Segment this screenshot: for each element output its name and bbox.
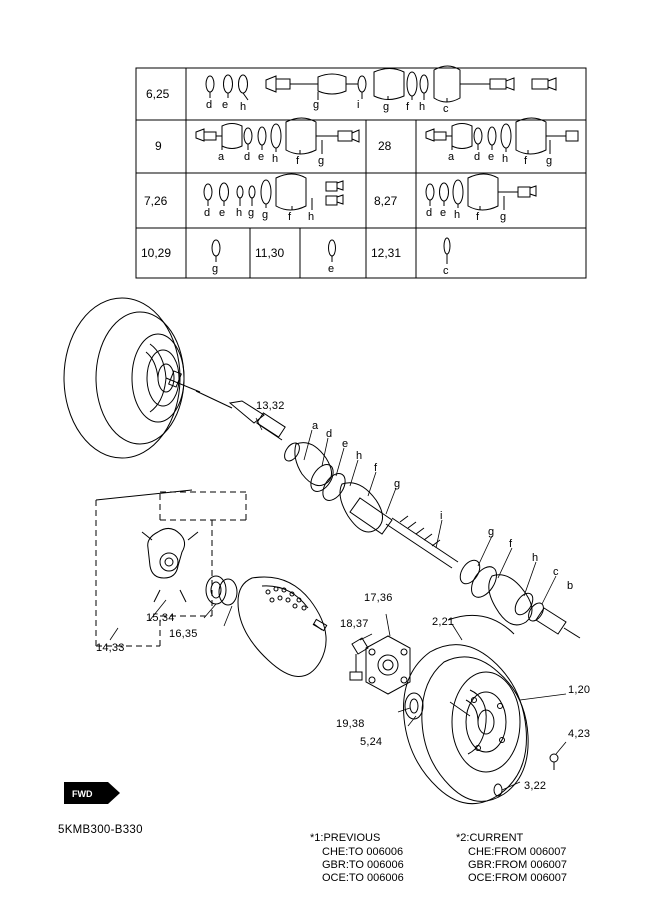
callout-18-37: 18,37 bbox=[340, 618, 369, 630]
front-wheel-right bbox=[404, 615, 558, 803]
table-row2-right-assembly bbox=[426, 118, 578, 154]
sub-label: f bbox=[288, 211, 292, 223]
footnote-previous-title: *1:PREVIOUS bbox=[310, 832, 381, 844]
table-row3-right-assembly bbox=[426, 174, 536, 210]
sub-label: i bbox=[357, 99, 360, 111]
footnote-current-line-2: GBR:FROM 006007 bbox=[468, 859, 568, 871]
callout-13-32: 13,32 bbox=[256, 400, 285, 412]
callout-2-21: 2,21 bbox=[432, 616, 455, 628]
footnote-previous-line-1: CHE:TO 006006 bbox=[322, 846, 404, 858]
table-row3-left-assembly bbox=[204, 174, 343, 210]
sub-label: g bbox=[262, 209, 269, 221]
table-cell-id-7-26: 7,26 bbox=[144, 194, 168, 208]
sub-label: e bbox=[258, 151, 265, 163]
footnote-current-line-1: CHE:FROM 006007 bbox=[468, 846, 567, 858]
sub-label: f bbox=[296, 155, 300, 167]
sub-label: c bbox=[443, 103, 449, 115]
sub-label: h bbox=[272, 153, 279, 165]
sub-label: g bbox=[318, 155, 325, 167]
footnote-current-title: *2:CURRENT bbox=[456, 832, 524, 844]
callout-19-38: 19,38 bbox=[336, 718, 365, 730]
table-cell-id-11-30: 11,30 bbox=[255, 246, 285, 260]
table-cell-id-10-29: 10,29 bbox=[141, 246, 172, 260]
table-cell-id-6-25: 6,25 bbox=[146, 87, 170, 101]
sub-label: g bbox=[383, 101, 390, 113]
sub-label: c bbox=[443, 265, 449, 277]
sub-label: e bbox=[219, 207, 226, 219]
callout-16-35: 16,35 bbox=[169, 628, 198, 640]
sub-label: a bbox=[448, 151, 455, 163]
sub-label: g bbox=[313, 99, 320, 111]
parts-table-grid bbox=[136, 68, 586, 278]
sub-label: a bbox=[218, 151, 225, 163]
sub-label: f bbox=[476, 211, 480, 223]
table-row1-assembly bbox=[206, 66, 556, 102]
sub-label: e bbox=[328, 263, 335, 275]
shaft-letter-f: f bbox=[374, 462, 378, 474]
shaft-letter-f2: f bbox=[509, 538, 513, 550]
callout-3-22: 3,22 bbox=[524, 780, 547, 792]
front-wheel-left bbox=[64, 298, 200, 458]
callout-14-33: 14,33 bbox=[96, 642, 125, 654]
table-cell-id-9: 9 bbox=[155, 139, 162, 153]
table-cell-id-8-27: 8,27 bbox=[374, 194, 398, 208]
sub-label: d bbox=[204, 207, 211, 219]
sub-label: h bbox=[419, 101, 426, 113]
sub-label: d bbox=[474, 151, 481, 163]
callout-4-23: 4,23 bbox=[568, 728, 591, 740]
sub-label: e bbox=[222, 99, 229, 111]
part-number: 5KMB300-B330 bbox=[58, 824, 143, 836]
fwd-label: FWD bbox=[72, 789, 93, 799]
sub-label: d bbox=[244, 151, 251, 163]
callout-5-24: 5,24 bbox=[360, 736, 383, 748]
sub-label: h bbox=[454, 209, 461, 221]
sub-label: g bbox=[500, 211, 507, 223]
sub-label: h bbox=[236, 207, 243, 219]
table-row4-items bbox=[212, 238, 450, 264]
sub-label: g bbox=[212, 263, 219, 275]
sub-label: d bbox=[426, 207, 433, 219]
table-row2-left-assembly bbox=[196, 118, 359, 154]
sub-label: f bbox=[406, 101, 410, 113]
shaft-letter-h: h bbox=[356, 450, 363, 462]
callout-15-34: 15,34 bbox=[146, 612, 175, 624]
table-cell-id-12-31: 12,31 bbox=[371, 246, 402, 260]
sub-label: f bbox=[524, 155, 528, 167]
sub-label: g bbox=[248, 207, 255, 219]
sub-label: e bbox=[488, 151, 495, 163]
shaft-letter-a: a bbox=[312, 420, 319, 432]
shaft-letter-d: d bbox=[326, 428, 333, 440]
footnote-previous-line-2: GBR:TO 006006 bbox=[322, 859, 404, 871]
sub-label: e bbox=[440, 207, 447, 219]
shaft-letter-g2: g bbox=[488, 526, 495, 538]
shaft-letter-h2: h bbox=[532, 552, 539, 564]
table-cell-id-28: 28 bbox=[378, 139, 392, 153]
shaft-letter-g: g bbox=[394, 478, 401, 490]
hub-bracket-assembly bbox=[350, 636, 423, 719]
footnote-previous-line-3: OCE:TO 006006 bbox=[322, 872, 404, 884]
shaft-letter-b: b bbox=[567, 580, 574, 592]
sub-label: h bbox=[240, 101, 247, 113]
footnote-current-line-3: OCE:FROM 006007 bbox=[468, 872, 568, 884]
brake-disc bbox=[238, 577, 327, 677]
sub-label: d bbox=[206, 99, 213, 111]
sub-label: h bbox=[502, 153, 509, 165]
callout-17-36: 17,36 bbox=[364, 592, 393, 604]
shaft-letter-c: c bbox=[553, 566, 559, 578]
shaft-letter-i: i bbox=[440, 510, 443, 522]
sub-label: g bbox=[546, 155, 553, 167]
sub-label: h bbox=[308, 211, 315, 223]
shaft-letter-e: e bbox=[342, 438, 349, 450]
callout-1-20: 1,20 bbox=[568, 684, 591, 696]
